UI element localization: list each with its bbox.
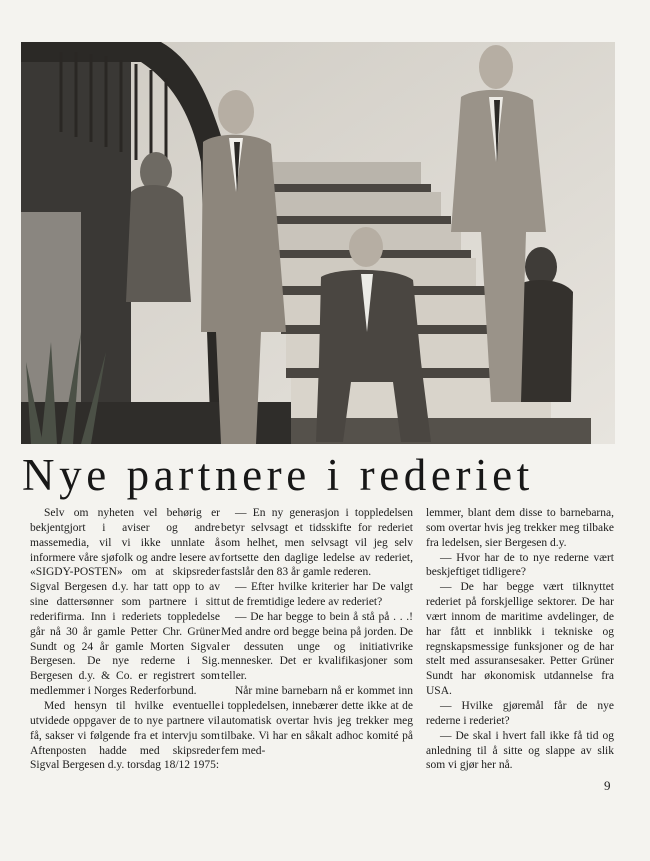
paragraph: — En ny generasjon i toppledelsen betyr selvsagt et tidsskifte for rederiet som helhet, men selvsagt vil jeg selv fortsette den daglige ledelse av rederiet, fastslår den 83 år gamle rederen. <box>221 507 413 579</box>
paragraph: Med hensyn til hvilke eventuelle utvidede oppgaver de to nye partnere vil få, sakser vi følgende fra et intervju som Aftenposten hadde med skipsreder Sigval Bergesen d.y. torsdag 18/12 1975: <box>30 699 220 772</box>
paragraph: lemmer, blant dem disse to barnebarna, som overtar hvis jeg trekker meg tilbake fra ledelsen, sier Bergesen d.y. <box>426 507 614 549</box>
paragraph: — De har begge vært tilknyttet rederiet på forskjellige sektorer. De har vært innom de maritime avdelinger, de har fått et innblikk i tekniske og regnskapsmessige funksjoner og de har stelt med assuransesaker. Petter Grüner Sundt har økonomisk utdannelse fra USA. <box>426 581 614 698</box>
article-column-3 <box>426 506 614 773</box>
paragraph: — Hvilke gjøremål får de nye rederne i rederiet? <box>426 699 614 727</box>
paragraph: — De har begge to bein å stå på . . .! Med andre ord begge beina på jorden. De er dessuten unge og initiativrike mennesker. Det er kvalifikasjoner som teller. <box>221 610 413 683</box>
page-number: 9 <box>604 778 611 793</box>
article-column-2 <box>221 506 413 758</box>
paragraph: — Efter hvilke kriterier har De valgt ut de fremtidige ledere av rederiet? <box>221 581 413 609</box>
article-photo <box>21 42 615 444</box>
paragraph: — De skal i hvert fall ikke få tid og anledning til å sitte og slappe av slik som vi gjør her nå. <box>426 729 614 772</box>
article-column-1 <box>30 506 220 773</box>
paragraph: Når mine barnebarn nå er kommet inn i toppledelsen, innebærer dette ikke at de automatisk overtar hvis jeg trekker meg tilbake. Vi har en såkalt adhoc komité på fem med- <box>221 685 413 757</box>
headline: Nye partnere i rederiet <box>22 450 534 500</box>
paragraph: — Hvor har de to nye rederne vært beskjeftiget tidligere? <box>426 551 614 579</box>
paragraph: Selv om nyheten vel behørig er bekjentgjort i aviser og andre massemedia, vil vi ikke unnlate å informere våre sjøfolk og andre lesere av «SIGDY-POSTEN» om at skipsreder Sigval Bergesen d.y. har tatt opp to av sine dattersønner som partnere i sitt rederifirma. Inn i rederiets toppledelse går nå 30 år gamle Petter Chr. Grüner Sundt og 24 år gamle Morten Sigval Bergesen. De nye rederne i Sig. Bergesen d.y. & Co. er registrert som medlemmer i Norges Rederforbund. <box>30 507 220 698</box>
